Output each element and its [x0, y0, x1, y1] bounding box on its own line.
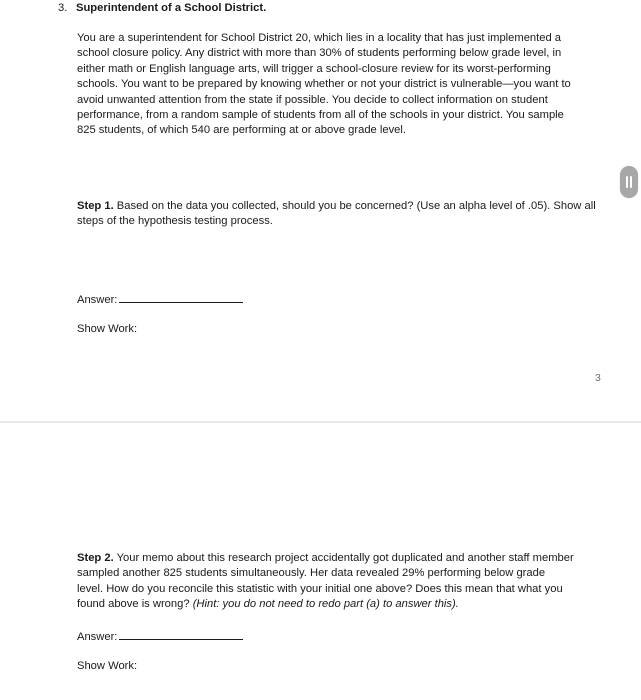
step2-text-line: found above is wrong? — [77, 598, 193, 611]
step2-label: Step 2. — [77, 552, 114, 564]
answer-blank-line[interactable] — [119, 628, 243, 640]
step1-text-line: steps of the hypothesis testing process. — [77, 215, 273, 228]
pause-bars-icon — [626, 176, 628, 188]
step1-answer-field[interactable] — [77, 291, 243, 308]
step2-text-line: Your memo about this research project accidentally got duplicated and another staff member — [113, 552, 574, 564]
step2-text-line: level. How do you reconcile this statistic with your initial one above? Does this mean that what you — [77, 582, 563, 595]
pause-bars-icon — [630, 176, 632, 188]
step1-label: Step 1. — [77, 200, 114, 212]
question-intro-paragraph — [77, 31, 599, 139]
step1-prompt — [77, 199, 617, 230]
step2-answer-field[interactable] — [77, 628, 243, 645]
step1-show-work-label: Show Work: — [77, 323, 138, 335]
step2-hint: (Hint: you do not need to redo part (a) to answer this). — [192, 598, 459, 611]
intro-line: You are a superintendent for School District 20, which lies in a locality that has just implemented a — [77, 32, 562, 44]
answer-label: Answer: — [77, 631, 118, 643]
question-number: 3. — [58, 2, 68, 14]
intro-line: school closure policy. Any district with more than 30% of students performing below grade level, in — [77, 47, 562, 60]
question-title: Superintendent of a School District. — [76, 2, 267, 14]
step2-text-line: sampled another 825 students simultaneously. Her data revealed 29% performing below grade — [77, 567, 546, 580]
page-number: 3 — [595, 372, 601, 384]
answer-blank-line[interactable] — [119, 291, 243, 303]
step2-prompt — [77, 551, 617, 613]
scroll-handle[interactable] — [620, 166, 638, 198]
step1-text-line: Based on the data you collected, should you be concerned? (Use an alpha level of .05). Show all — [113, 200, 596, 212]
intro-line: avoid unwanted attention from the state if possible. You decide to collect information on student — [77, 93, 548, 106]
intro-line: performance, from a random sample of students from all of the schools in your district. You sample — [77, 109, 564, 122]
intro-line: 825 students, of which 540 are performing at or above grade level. — [77, 124, 406, 137]
answer-label: Answer: — [77, 294, 118, 306]
intro-line: either math or English language arts, will trigger a school-closure review for its worst-performing — [77, 62, 551, 75]
intro-line: schools. You want to be prepared by knowing whether or not your district is vulnerable—you want to — [77, 78, 571, 91]
question-heading — [58, 1, 266, 16]
step2-show-work-label: Show Work: — [77, 660, 138, 672]
